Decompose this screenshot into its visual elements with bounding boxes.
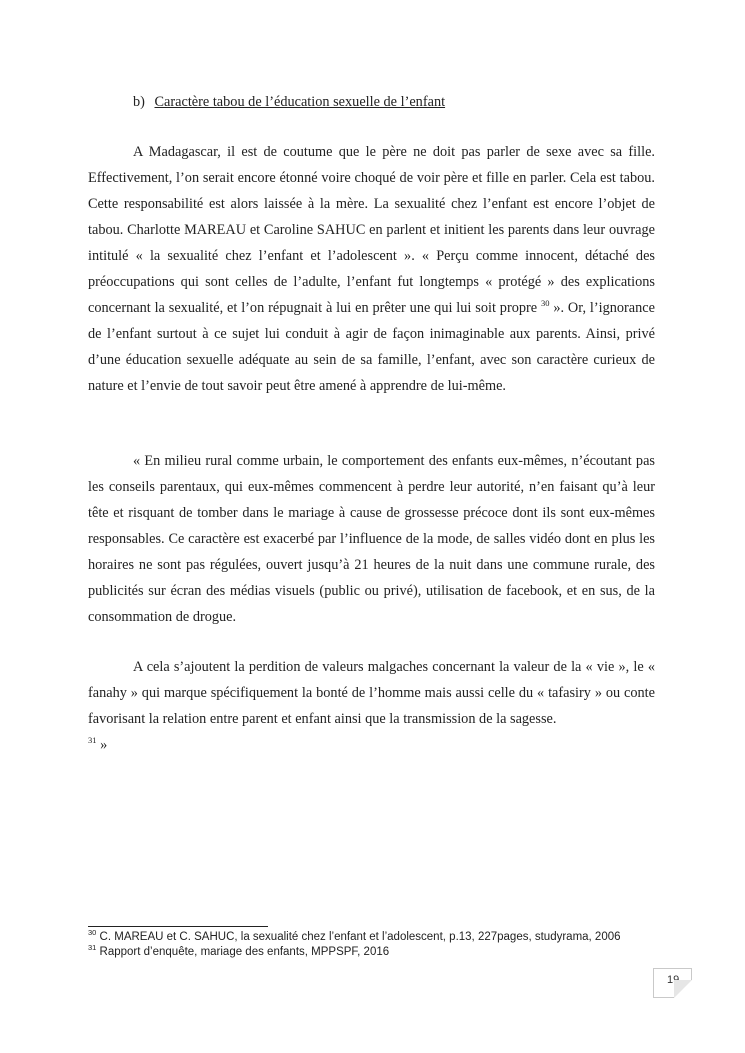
footnotes — [88, 930, 621, 960]
page-curl-icon — [674, 980, 692, 998]
footnote-number: 30 — [88, 928, 97, 938]
section-title: Caractère tabou de l’éducation sexuelle de l’enfant — [154, 94, 446, 110]
page-number-box — [653, 968, 692, 998]
footnote-31 — [88, 945, 621, 960]
paragraph-3-text-cont: » — [96, 737, 108, 753]
footnote-text: Rapport d’enquête, mariage des enfants, MPPSPF, 2016 — [99, 946, 390, 958]
footnote-30 — [88, 930, 621, 945]
paragraph-1 — [88, 139, 655, 399]
footnote-ref-31[interactable]: 31 — [88, 735, 97, 746]
footnote-text: C. MAREAU et C. SAHUC, la sexualité chez l’enfant et l’adolescent, p.13, 227pages, studyrama, 2006 — [99, 931, 621, 943]
paragraph-3 — [88, 654, 655, 758]
paragraph-2: « En milieu rural comme urbain, le comportement des enfants eux-mêmes, n’écoutant pas les conseils parentaux, qui eux-mêmes commencent à perdre leur autorité, n’en faisant qu’à leur tête et risquant de tomber dans le mariage à cause de grossesse précoce dont ils sont eux-mêmes responsables. Ce caractère est exacerbé par l’influence de la mode, de salles vidéo dont en plus les horaires ne sont pas régulées, ouvert jusqu’à 21 heures de la nuit dans une commune rurale, des publicités sur écran des médias visuels (public ou privé), utilisation de facebook, et en sus, de la consommation de drogue. — [88, 453, 655, 625]
section-marker: b) — [133, 94, 145, 110]
paragraph-1-text-cont: ». Or, l’ignorance de l’enfant surtout à ce sujet lui conduit à agir de façon inimaginable aux parents. Ainsi, privé d’une éducation sexuelle adéquate au sein de sa famille, l’enfant, avec son caractère curieux de nature et l’envie de tout savoir peut être amené à apprendre de lui-même. — [88, 300, 655, 394]
paragraph-1-text: A Madagascar, il est de coutume que le père ne doit pas parler de sexe avec sa fille. Effectivement, l’on serait encore étonné voire choqué de voir père et fille en parler. Cela est tabou. Cette responsabilité est alors laissée à la mère. La sexualité chez l’enfant est encore l’objet de tabou. Charlotte MAREAU et Caroline SAHUC en parlent et initient les parents dans leur ouvrage intitulé « la sexualité chez l’enfant et l’adolescent ». « Perçu comme innocent, détaché des préoccupations qui sont celles de l’adulte, l’enfant fut longtemps « protégé » des explications concernant la sexualité, et l’on répugnait à lui en prêter une qui lui soit propre — [88, 144, 655, 316]
footnote-number: 31 — [88, 943, 97, 953]
footnote-separator — [88, 926, 268, 927]
footnote-ref-30[interactable]: 30 — [540, 298, 550, 309]
page-number: 19 — [667, 974, 680, 986]
section-heading — [133, 89, 445, 115]
paragraph-3-text: A cela s’ajoutent la perdition de valeurs malgaches concernant la valeur de la « vie », le « fanahy » qui marque spécifiquement la bonté de l’homme mais aussi celle du « tafasiry » ou conte favorisant la relation entre parent et enfant ainsi que la transmission de la sagesse. — [88, 659, 655, 727]
